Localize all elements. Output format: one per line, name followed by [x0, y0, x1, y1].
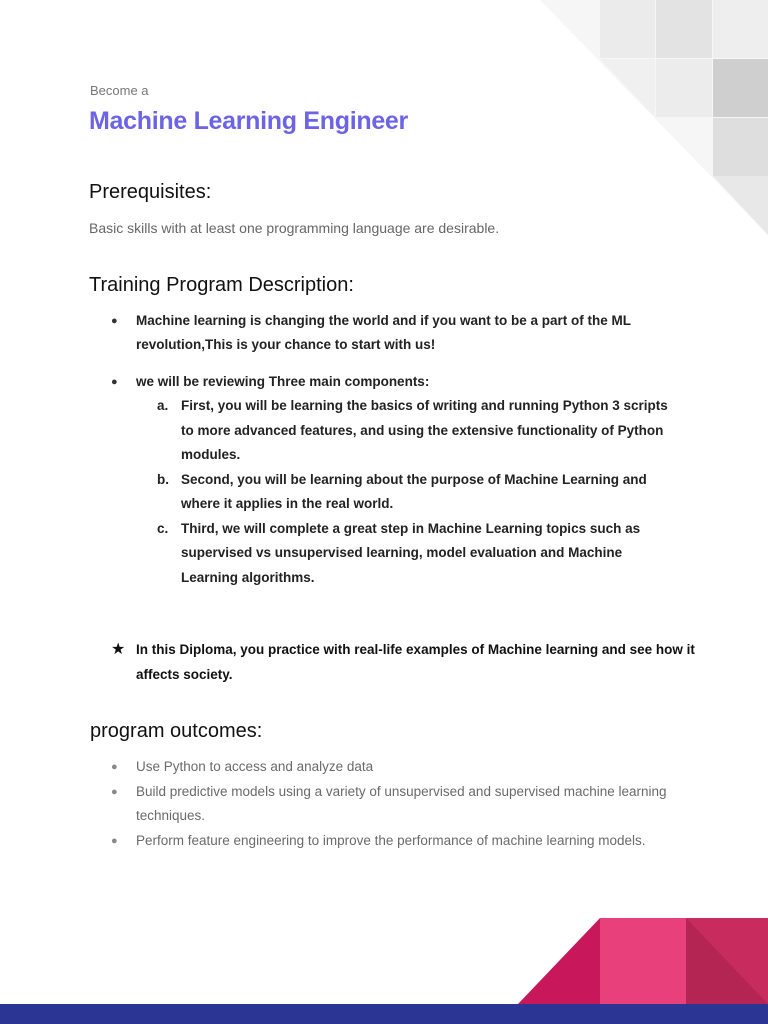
outcome-text: Use Python to access and analyze data: [136, 759, 374, 774]
list-marker: c.: [157, 520, 169, 536]
list-item: [157, 394, 677, 468]
outcomes-heading: program outcomes:: [90, 720, 263, 742]
prerequisites-heading: Prerequisites:: [89, 181, 212, 203]
component-text: First, you will be learning the basics of writing and running Python 3 scripts to more advanced features, and using the extensive functionality of Python modules.: [181, 398, 668, 462]
outcome-text: Build predictive models using a variety of unsupervised and supervised machine learning techniques.: [136, 783, 667, 823]
training-bullet-list: [111, 309, 691, 357]
decorative-footer: [0, 900, 768, 1024]
list-item: [157, 517, 677, 591]
highlight-item: [111, 637, 716, 687]
outcomes-list: [111, 755, 691, 853]
title-kicker: Become a: [90, 83, 149, 98]
training-heading: Training Program Description:: [89, 274, 354, 296]
list-item: [111, 309, 691, 357]
list-item: [157, 468, 677, 517]
list-item: [111, 829, 691, 854]
component-text: Second, you will be learning about the purpose of Machine Learning and where it applies in the real world.: [181, 471, 647, 511]
training-bullet-list: [111, 370, 691, 394]
list-item: [111, 780, 691, 829]
prerequisites-text: Basic skills with at least one programming language are desirable.: [89, 220, 500, 236]
list-item: [111, 370, 691, 394]
highlight-text: In this Diploma, you practice with real-life examples of Machine learning and see how it affects society.: [136, 642, 695, 682]
components-list: [157, 394, 677, 590]
bullet-icon: ●: [111, 834, 118, 847]
outcome-text: Perform feature engineering to improve the performance of machine learning models.: [136, 832, 646, 848]
list-marker: a.: [157, 398, 169, 413]
bullet-icon: ●: [111, 785, 118, 798]
bullet-text: we will be reviewing Three main components:: [136, 374, 430, 389]
component-text: Third, we will complete a great step in Machine Learning topics such as supervised vs unsupervised learning, model evaluation and Machine Learning algorithms.: [181, 520, 641, 585]
page-title: Machine Learning Engineer: [89, 107, 408, 135]
bullet-icon: ●: [111, 761, 118, 773]
bullet-icon: ●: [111, 315, 118, 327]
star-icon: ★: [111, 641, 126, 658]
list-item: [111, 755, 691, 780]
list-marker: b.: [157, 471, 169, 487]
bullet-icon: ●: [111, 376, 118, 388]
bullet-text: Machine learning is changing the world and if you want to be a part of the ML revolution,This is your chance to start with us!: [136, 313, 631, 352]
